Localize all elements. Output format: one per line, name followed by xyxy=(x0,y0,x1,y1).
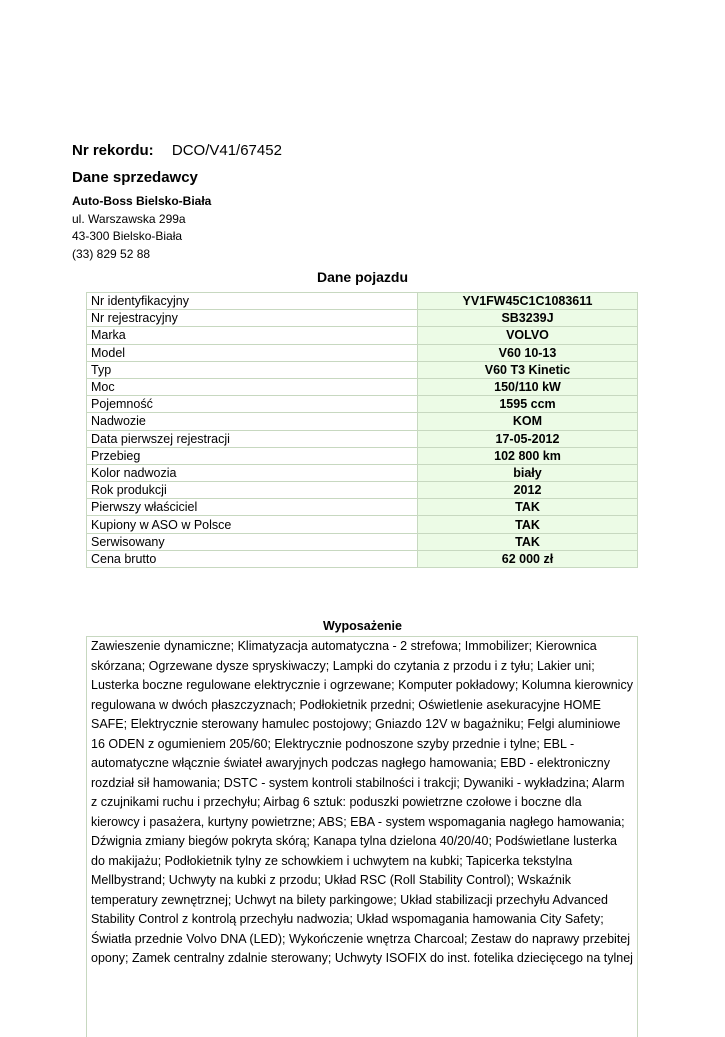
seller-street: ul. Warszawska 299a xyxy=(72,211,186,226)
table-row xyxy=(87,482,638,499)
seller-name: Auto-Boss Bielsko-Biała xyxy=(72,194,212,208)
row-label: Pierwszy właściciel xyxy=(87,499,418,516)
table-row xyxy=(87,413,638,430)
vehicle-title: Dane pojazdu xyxy=(316,269,408,285)
row-label: Data pierwszej rejestracji xyxy=(87,430,418,447)
row-value: YV1FW45C1C1083611 xyxy=(418,293,638,310)
table-row xyxy=(87,499,638,516)
seller-phone: (33) 829 52 88 xyxy=(72,246,151,261)
vehicle-table xyxy=(86,292,638,568)
row-label: Nr rejestracyjny xyxy=(87,310,418,327)
row-value: VOLVO xyxy=(418,327,638,344)
table-row xyxy=(87,327,638,344)
table-row xyxy=(87,516,638,533)
table-row xyxy=(87,447,638,464)
seller-city: 43-300 Bielsko-Biała xyxy=(72,229,183,243)
seller-title: Dane sprzedawcy xyxy=(72,169,198,186)
equipment-title: Wyposażenie xyxy=(323,619,402,633)
row-label: Marka xyxy=(87,327,418,344)
row-value: TAK xyxy=(418,533,638,550)
row-value: 150/110 kW xyxy=(418,378,638,395)
record-label: Nr rekordu: xyxy=(72,142,154,159)
row-label: Kupiony w ASO w Polsce xyxy=(87,516,418,533)
equipment-text: Zawieszenie dynamiczne; Klimatyzacja automatyczna - 2 strefowa; Immobilizer; Kierownica skórzana; Ogrzewane dysze spryskiwaczy; Lampki do czytania z przodu i z tyłu; Lakier uni; Lusterka boczne regulowane elektrycznie i ogrzewane; Komputer pokładowy; Kolumna kierownicy regulowana w dwóch płaszczyznach; Podłokietnik przedni; Oświetlenie asekuracyjne HOME SAFE; Elektrycznie sterowany hamulec postojowy; Gniazdo 12V w bagażniku; Felgi aluminiowe 16 ODEN z ogumieniem 205/60; Elektrycznie podnoszone szyby przednie i tylne; EBL - automatyczne włącznie świateł awaryjnych podczas nagłego hamowania; EBD - elektroniczny rozdział sił hamowania; DSTC - system kontroli stabilności i trakcji; Dywaniki - wykładzina; Alarm z czujnikami ruchu i przechyłu; Airbag 6 sztuk: poduszki powietrzne czołowe i boczne dla kierowcy i pasażera, kurtyny powietrzne; ABS; EBA - system wspomagania nagłego hamowania; Dźwignia zmiany biegów pokryta skórą; Kanapa tylna dzielona 40/20/40; Podświetlane lusterka do makijażu; Podłokietnik tylny ze schowkiem i uchwytem na kubki; Tapicerka tekstylna Mellbystrand; Uchwyty na kubki z przodu; Układ RSC (Roll Stability Control); Wskaźnik temperatury zewnętrznej; Uchwyt na bilety parkingowe; Układ stabilizacji przechyłu Advanced Stability Control z kontrolą przechyłu nadwozia; Układ wspomagania hamowania City Safety; Światła przednie Volvo DNA (LED); Wykończenie wnętrza Charcoal; Zestaw do naprawy przebitej opony; Zamek centralny zdalnie sterowany; Uchwyty ISOFIX do inst. fotelika dziecięcego na tylnej xyxy=(86,636,638,1037)
row-label: Nadwozie xyxy=(87,413,418,430)
table-row xyxy=(87,430,638,447)
row-value: 17-05-2012 xyxy=(418,430,638,447)
row-label: Typ xyxy=(87,361,418,378)
table-row xyxy=(87,533,638,550)
row-value: 102 800 km xyxy=(418,447,638,464)
row-label: Moc xyxy=(87,378,418,395)
table-row xyxy=(87,344,638,361)
row-label: Cena brutto xyxy=(87,550,418,567)
table-row xyxy=(87,310,638,327)
record-value: DCO/V41/67452 xyxy=(171,142,282,159)
table-row xyxy=(87,396,638,413)
row-label: Kolor nadwozia xyxy=(87,464,418,481)
record-number xyxy=(72,142,282,159)
row-label: Serwisowany xyxy=(87,533,418,550)
row-value: TAK xyxy=(418,499,638,516)
row-value: TAK xyxy=(418,516,638,533)
row-value: SB3239J xyxy=(418,310,638,327)
seller-block xyxy=(72,193,211,263)
row-value: KOM xyxy=(418,413,638,430)
row-value: 2012 xyxy=(418,482,638,499)
row-label: Model xyxy=(87,344,418,361)
row-value: V60 T3 Kinetic xyxy=(418,361,638,378)
row-label: Nr identyfikacyjny xyxy=(87,293,418,310)
row-value: 62 000 zł xyxy=(418,550,638,567)
table-row xyxy=(87,550,638,567)
table-row xyxy=(87,378,638,395)
table-row xyxy=(87,293,638,310)
row-value: 1595 ccm xyxy=(418,396,638,413)
row-value: V60 10-13 xyxy=(418,344,638,361)
row-label: Przebieg xyxy=(87,447,418,464)
row-label: Pojemność xyxy=(87,396,418,413)
row-label: Rok produkcji xyxy=(87,482,418,499)
row-value: biały xyxy=(418,464,638,481)
table-row xyxy=(87,464,638,481)
table-row xyxy=(87,361,638,378)
